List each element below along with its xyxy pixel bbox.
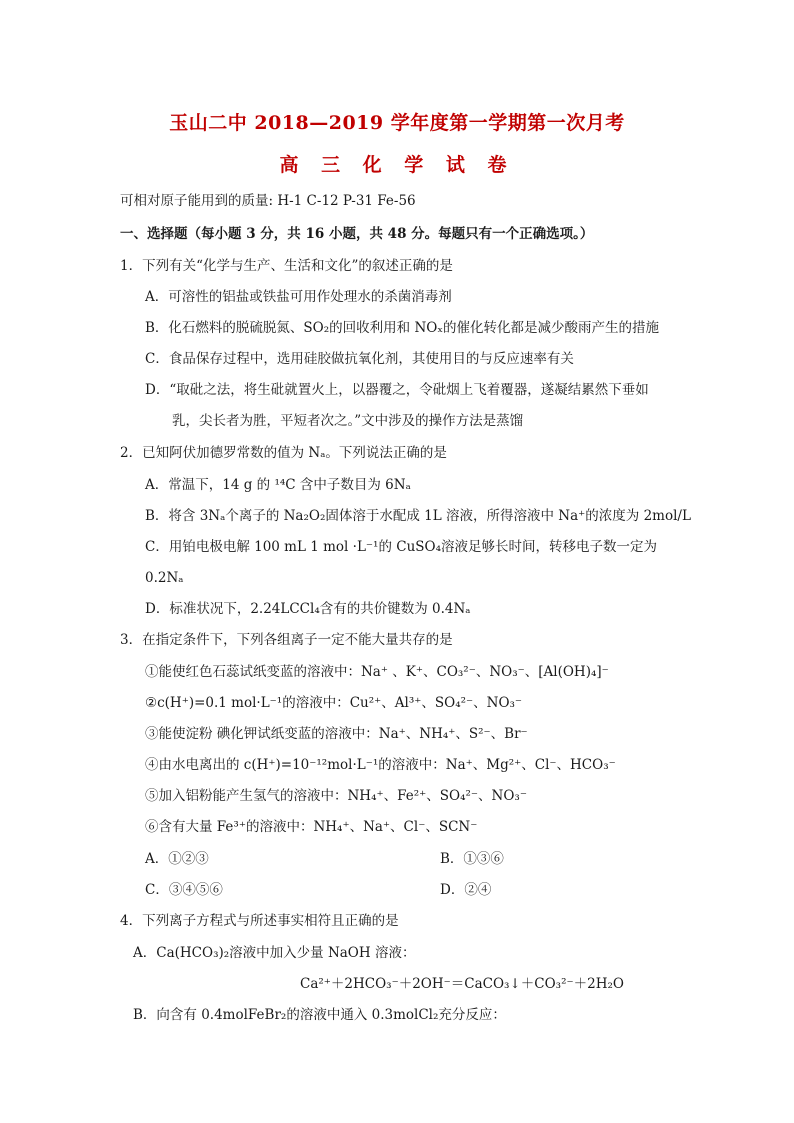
q1-option-d-cont: 乳，尖长者为胜，平短者次之。”文中涉及的操作方法是蒸馏: [172, 413, 524, 429]
q1-option-a: A．可溶性的铝盐或铁盐可用作处理水的杀菌消毒剂: [145, 289, 452, 305]
q3-item-6: ⑥含有大量 Fe³⁺的溶液中：NH₄⁺、Na⁺、Cl⁻、SCN⁻: [145, 819, 478, 835]
q2-option-c-cont: 0.2Nₐ: [145, 570, 184, 586]
q3-option-d: D．②④: [440, 882, 492, 898]
q3-stem: 3．在指定条件下，下列各组离子一定不能大量共存的是: [120, 632, 453, 648]
q2-option-d: D．标准状况下，2.24LCCl₄含有的共价键数为 0.4Nₐ: [145, 601, 471, 617]
q4-option-a: A．Ca(HCO₃)₂溶液中加入少量 NaOH 溶液：: [133, 945, 416, 961]
q3-item-3: ③能使淀粉 碘化钾试纸变蓝的溶液中：Na⁺、NH₄⁺、S²⁻、Br⁻: [145, 726, 528, 742]
section-heading: 一、选择题（每小题 3 分，共 16 小题，共 48 分。每题只有一个正确选项。）: [120, 226, 594, 242]
q1-option-d: D．“取砒之法，将生砒就置火上，以器覆之，令砒烟上飞着覆器，遂凝结累然下垂如: [145, 382, 649, 398]
q1-option-b: B．化石燃料的脱硫脱氮、SO₂的回收利用和 NOₓ的催化转化都是减少酸雨产生的措施: [145, 320, 660, 336]
q4-stem: 4．下列离子方程式与所述事实相符且正确的是: [120, 913, 399, 929]
q3-option-a: A．①②③: [145, 851, 209, 867]
q3-option-c: C．③④⑤⑥: [145, 882, 223, 898]
q4-option-b: B．向含有 0.4molFeBr₂的溶液中通入 0.3molCl₂充分反应：: [133, 1007, 506, 1023]
q3-item-4: ④由水电离出的 c(H⁺)=10⁻¹²mol·L⁻¹的溶液中：Na⁺、Mg²⁺、Cl⁻、HCO₃⁻: [145, 757, 616, 773]
q2-option-a: A．常温下，14 g 的 ¹⁴C 含中子数目为 6Nₐ: [145, 477, 411, 493]
q2-option-c: C．用铂电极电解 100 mL 1 mol ·L⁻¹的 CuSO₄溶液足够长时间，转移电子数一定为: [145, 539, 657, 555]
q3-item-2: ②c(H⁺)=0.1 mol·L⁻¹的溶液中：Cu²⁺、Al³⁺、SO₄²⁻、NO₃⁻: [145, 695, 523, 711]
q4-option-a-equation: Ca²⁺＋2HCO₃⁻＋2OH⁻＝CaCO₃↓＋CO₃²⁻＋2H₂O: [300, 976, 624, 992]
q2-stem: 2．已知阿伏加德罗常数的值为 Nₐ。下列说法正确的是: [120, 445, 447, 461]
q1-stem: 1．下列有关“化学与生产、生活和文化”的叙述正确的是: [120, 258, 453, 274]
exam-subtitle: 高 三 化 学 试 卷: [279, 154, 515, 176]
q2-option-b: B．将含 3Nₐ个离子的 Na₂O₂固体溶于水配成 1L 溶液，所得溶液中 Na⁺的浓度为 2mol/L: [145, 508, 691, 524]
q3-item-1: ①能使红色石蕊试纸变蓝的溶液中：Na⁺ 、K⁺、CO₃²⁻、NO₃⁻、[Al(OH)₄]⁻: [145, 664, 609, 680]
q3-item-5: ⑤加入铝粉能产生氢气的溶液中：NH₄⁺、Fe²⁺、SO₄²⁻、NO₃⁻: [145, 788, 527, 804]
atomic-masses: 可相对原子能用到的质量: H-1 C-12 P-31 Fe-56: [120, 193, 416, 209]
q3-option-b: B．①③⑥: [440, 851, 504, 867]
q1-option-c: C．食品保存过程中，选用硅胶做抗氧化剂，其使用目的与反应速率有关: [145, 351, 574, 367]
exam-title: 玉山二中 2018—2019 学年度第一学期第一次月考: [169, 112, 625, 134]
